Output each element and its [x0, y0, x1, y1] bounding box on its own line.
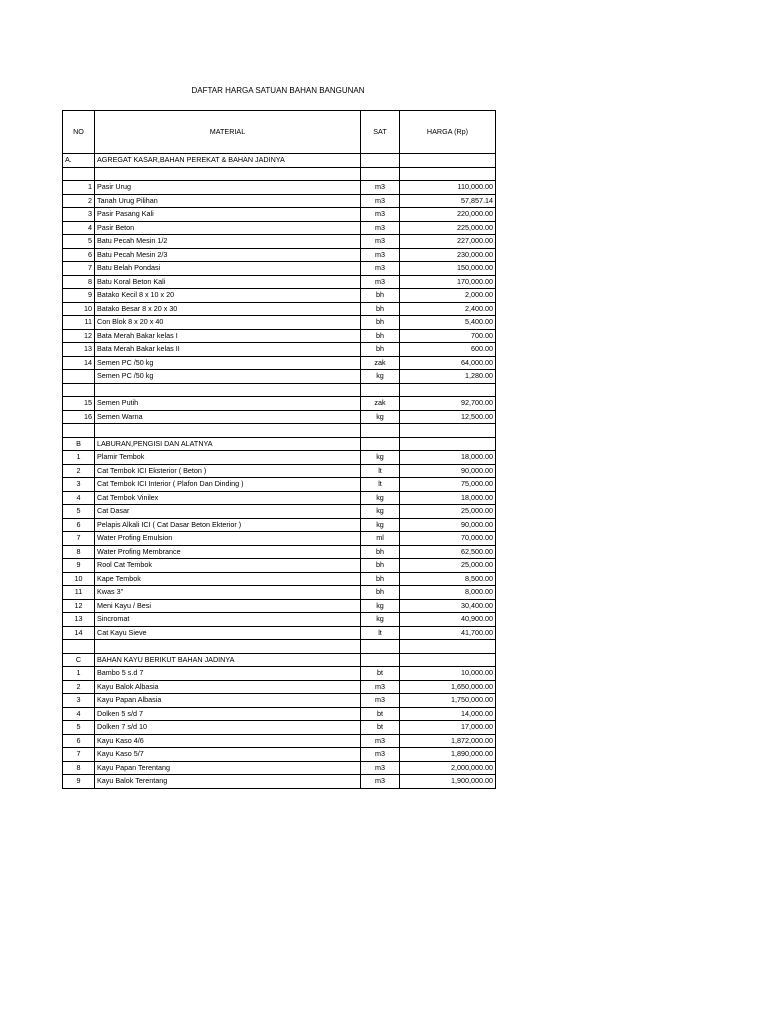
cell-sat: kg [361, 410, 400, 424]
cell-no: 3 [63, 478, 95, 492]
table-row [63, 572, 496, 586]
cell-no: 11 [63, 586, 95, 600]
cell-sat: kg [361, 451, 400, 465]
table-row [63, 194, 496, 208]
cell-material: Water Profing Membrance [95, 545, 361, 559]
cell-sat: m3 [361, 221, 400, 235]
cell-harga: 700.00 [400, 329, 496, 343]
cell-harga: 170,000.00 [400, 275, 496, 289]
cell-sat: bh [361, 316, 400, 330]
cell-no: 7 [63, 748, 95, 762]
cell-sat: bt [361, 707, 400, 721]
cell-harga: 92,700.00 [400, 397, 496, 411]
cell-sat: bh [361, 572, 400, 586]
cell-sat: kg [361, 491, 400, 505]
cell-material: Cat Kayu Sieve [95, 626, 361, 640]
cell-sat: m3 [361, 748, 400, 762]
cell-sat: m3 [361, 181, 400, 195]
cell-harga: 1,900,000.00 [400, 775, 496, 789]
cell-harga [400, 437, 496, 451]
column-header-harga: HARGA (Rp) [400, 111, 496, 154]
cell-no: 12 [63, 599, 95, 613]
cell-harga: 17,000.00 [400, 721, 496, 735]
table-row [63, 208, 496, 222]
table-row [63, 451, 496, 465]
cell-no: B [63, 437, 95, 451]
cell-material: Cat Tembok ICI Eksterior ( Beton ) [95, 464, 361, 478]
cell-no: 9 [63, 775, 95, 789]
cell-material: Kayu Kaso 5/7 [95, 748, 361, 762]
cell-sat: m3 [361, 694, 400, 708]
cell-material: Batako Besar 8 x 20 x 30 [95, 302, 361, 316]
cell-harga: 1,750,000.00 [400, 694, 496, 708]
cell-no: 9 [63, 289, 95, 303]
cell-no: A. [63, 154, 95, 168]
cell-harga: 227,000.00 [400, 235, 496, 249]
table-row [63, 775, 496, 789]
cell-material: Meni Kayu / Besi [95, 599, 361, 613]
cell-sat: m3 [361, 680, 400, 694]
cell-no: 12 [63, 329, 95, 343]
cell-sat: kg [361, 518, 400, 532]
cell-material: BAHAN KAYU BERIKUT BAHAN JADINYA [95, 653, 361, 667]
column-header-no: NO [63, 111, 95, 154]
cell-no: 4 [63, 491, 95, 505]
cell-harga: 18,000.00 [400, 451, 496, 465]
cell-material: Pasir Pasang Kali [95, 208, 361, 222]
cell-no: 6 [63, 248, 95, 262]
blank-row [63, 424, 496, 438]
cell-sat [361, 424, 400, 438]
cell-sat: kg [361, 599, 400, 613]
cell-material [95, 383, 361, 397]
cell-harga: 600.00 [400, 343, 496, 357]
cell-no: 16 [63, 410, 95, 424]
cell-material: Dolken 5 s/d 7 [95, 707, 361, 721]
cell-sat: ml [361, 532, 400, 546]
blank-row [63, 383, 496, 397]
cell-sat: m3 [361, 248, 400, 262]
cell-material: Pasir Urug [95, 181, 361, 195]
table-row [63, 626, 496, 640]
cell-no: 5 [63, 235, 95, 249]
cell-material: Bata Merah Bakar kelas I [95, 329, 361, 343]
cell-no: 6 [63, 518, 95, 532]
table-row [63, 761, 496, 775]
cell-material: Plamir Tembok [95, 451, 361, 465]
cell-sat: lt [361, 464, 400, 478]
cell-material: LABURAN,PENGISI DAN ALATNYA [95, 437, 361, 451]
cell-no: 1 [63, 181, 95, 195]
cell-no: 8 [63, 275, 95, 289]
cell-harga: 2,400.00 [400, 302, 496, 316]
table-row [63, 559, 496, 573]
table-row [63, 329, 496, 343]
table-row [63, 491, 496, 505]
cell-harga: 8,000.00 [400, 586, 496, 600]
table-row [63, 518, 496, 532]
cell-no: 8 [63, 545, 95, 559]
cell-sat: bt [361, 667, 400, 681]
cell-harga: 1,280.00 [400, 370, 496, 384]
cell-material: Batako Kecil 8 x 10 x 20 [95, 289, 361, 303]
table-row [63, 748, 496, 762]
table-row [63, 694, 496, 708]
cell-no: 13 [63, 613, 95, 627]
cell-harga: 90,000.00 [400, 464, 496, 478]
cell-no: 14 [63, 626, 95, 640]
cell-no [63, 424, 95, 438]
cell-sat: kg [361, 370, 400, 384]
cell-no: 2 [63, 680, 95, 694]
cell-material: Water Profing Emulsion [95, 532, 361, 546]
table-row [63, 302, 496, 316]
cell-sat: bh [361, 289, 400, 303]
cell-harga: 1,650,000.00 [400, 680, 496, 694]
cell-harga [400, 154, 496, 168]
cell-sat [361, 167, 400, 181]
cell-material: Batu Pecah Mesin 1/2 [95, 235, 361, 249]
table-row [63, 370, 496, 384]
cell-sat: bt [361, 721, 400, 735]
cell-no [63, 640, 95, 654]
cell-no: 15 [63, 397, 95, 411]
table-row [63, 599, 496, 613]
cell-sat: bh [361, 329, 400, 343]
cell-sat: bh [361, 586, 400, 600]
cell-material: Dolken 7 s/d 10 [95, 721, 361, 735]
cell-harga: 2,000.00 [400, 289, 496, 303]
cell-harga: 30,400.00 [400, 599, 496, 613]
cell-no [63, 383, 95, 397]
cell-no: 14 [63, 356, 95, 370]
table-header-row [63, 111, 496, 154]
cell-no: 2 [63, 464, 95, 478]
cell-sat: m3 [361, 208, 400, 222]
cell-material: Batu Pecah Mesin 2/3 [95, 248, 361, 262]
cell-harga: 70,000.00 [400, 532, 496, 546]
table-row [63, 532, 496, 546]
table-row [63, 221, 496, 235]
table-row [63, 505, 496, 519]
blank-row [63, 640, 496, 654]
cell-no: 10 [63, 302, 95, 316]
cell-no: 8 [63, 761, 95, 775]
cell-no: C [63, 653, 95, 667]
table-row [63, 680, 496, 694]
table-row [63, 613, 496, 627]
cell-material: Cat Tembok Vinilex [95, 491, 361, 505]
cell-no [63, 167, 95, 181]
table-row [63, 586, 496, 600]
column-header-material: MATERIAL [95, 111, 361, 154]
cell-no: 5 [63, 505, 95, 519]
cell-material: Cat Dasar [95, 505, 361, 519]
cell-no: 4 [63, 221, 95, 235]
table-row [63, 734, 496, 748]
table-row [63, 235, 496, 249]
cell-sat: kg [361, 505, 400, 519]
cell-material [95, 424, 361, 438]
cell-harga: 10,000.00 [400, 667, 496, 681]
cell-harga [400, 167, 496, 181]
cell-material [95, 640, 361, 654]
cell-sat: m3 [361, 262, 400, 276]
cell-sat: zak [361, 356, 400, 370]
cell-harga: 220,000.00 [400, 208, 496, 222]
cell-no: 10 [63, 572, 95, 586]
cell-harga: 230,000.00 [400, 248, 496, 262]
cell-material [95, 167, 361, 181]
cell-sat: m3 [361, 194, 400, 208]
section-row [63, 437, 496, 451]
cell-material: Cat Tembok ICI Interior ( Plafon Dan Dinding ) [95, 478, 361, 492]
cell-harga: 225,000.00 [400, 221, 496, 235]
cell-no: 9 [63, 559, 95, 573]
table-row [63, 545, 496, 559]
cell-material: Kayu Balok Terentang [95, 775, 361, 789]
cell-harga: 25,000.00 [400, 559, 496, 573]
cell-sat: m3 [361, 761, 400, 775]
cell-harga: 12,500.00 [400, 410, 496, 424]
cell-harga [400, 383, 496, 397]
cell-harga [400, 653, 496, 667]
cell-material: Semen Warna [95, 410, 361, 424]
cell-no: 4 [63, 707, 95, 721]
cell-material: Kwas 3" [95, 586, 361, 600]
section-row [63, 154, 496, 168]
cell-no: 7 [63, 262, 95, 276]
cell-material: Kape Tembok [95, 572, 361, 586]
table-row [63, 316, 496, 330]
cell-material: Sincromat [95, 613, 361, 627]
table-row [63, 410, 496, 424]
cell-sat: lt [361, 626, 400, 640]
cell-sat: m3 [361, 275, 400, 289]
cell-harga: 14,000.00 [400, 707, 496, 721]
cell-harga: 2,000,000.00 [400, 761, 496, 775]
table-row [63, 707, 496, 721]
cell-material: Bata Merah Bakar kelas II [95, 343, 361, 357]
cell-harga: 40,900.00 [400, 613, 496, 627]
table-row [63, 262, 496, 276]
cell-harga: 8,500.00 [400, 572, 496, 586]
cell-material: Bambo 5 s.d 7 [95, 667, 361, 681]
cell-material: Pelapis Alkali ICI ( Cat Dasar Beton Ekterior ) [95, 518, 361, 532]
table-row [63, 721, 496, 735]
cell-material: Tanah Urug Pilihan [95, 194, 361, 208]
cell-material: Kayu Kaso 4/6 [95, 734, 361, 748]
cell-material: Pasir Beton [95, 221, 361, 235]
cell-sat: zak [361, 397, 400, 411]
cell-material: Kayu Balok Albasia [95, 680, 361, 694]
cell-no: 3 [63, 694, 95, 708]
cell-harga [400, 640, 496, 654]
cell-sat: lt [361, 478, 400, 492]
cell-sat [361, 383, 400, 397]
cell-material: Semen Putih [95, 397, 361, 411]
cell-harga: 64,000.00 [400, 356, 496, 370]
cell-harga: 41,700.00 [400, 626, 496, 640]
cell-sat: bh [361, 559, 400, 573]
table-row [63, 356, 496, 370]
cell-material: Kayu Papan Terentang [95, 761, 361, 775]
cell-sat [361, 154, 400, 168]
cell-harga: 110,000.00 [400, 181, 496, 195]
cell-material: Rool Cat Tembok [95, 559, 361, 573]
table-row [63, 181, 496, 195]
cell-sat [361, 640, 400, 654]
cell-material: Batu Koral Beton Kali [95, 275, 361, 289]
price-table [62, 110, 496, 789]
cell-no: 11 [63, 316, 95, 330]
cell-sat: m3 [361, 235, 400, 249]
cell-sat [361, 437, 400, 451]
cell-sat [361, 653, 400, 667]
cell-sat: m3 [361, 734, 400, 748]
table-row [63, 464, 496, 478]
cell-material: Kayu Papan Albasia [95, 694, 361, 708]
cell-material: Con Blok 8 x 20 x 40 [95, 316, 361, 330]
cell-harga: 25,000.00 [400, 505, 496, 519]
cell-no: 1 [63, 451, 95, 465]
table-row [63, 478, 496, 492]
table-row [63, 667, 496, 681]
cell-harga: 75,000.00 [400, 478, 496, 492]
page-title: DAFTAR HARGA SATUAN BAHAN BANGUNAN [191, 86, 365, 95]
cell-no [63, 370, 95, 384]
cell-harga: 62,500.00 [400, 545, 496, 559]
cell-no: 3 [63, 208, 95, 222]
cell-harga: 57,857.14 [400, 194, 496, 208]
cell-no: 6 [63, 734, 95, 748]
cell-material: Batu Belah Pondasi [95, 262, 361, 276]
cell-harga: 150,000.00 [400, 262, 496, 276]
cell-harga: 5,400.00 [400, 316, 496, 330]
cell-material: AGREGAT KASAR,BAHAN PEREKAT & BAHAN JADINYA [95, 154, 361, 168]
cell-sat: bh [361, 302, 400, 316]
table-row [63, 275, 496, 289]
cell-harga: 90,000.00 [400, 518, 496, 532]
cell-sat: bh [361, 343, 400, 357]
cell-sat: m3 [361, 775, 400, 789]
blank-row [63, 167, 496, 181]
column-header-sat: SAT [361, 111, 400, 154]
table-row [63, 343, 496, 357]
table-row [63, 289, 496, 303]
cell-material: Semen PC /50 kg [95, 356, 361, 370]
table-row [63, 248, 496, 262]
cell-harga: 18,000.00 [400, 491, 496, 505]
cell-sat: bh [361, 545, 400, 559]
section-row [63, 653, 496, 667]
table-row [63, 397, 496, 411]
cell-harga [400, 424, 496, 438]
cell-harga: 1,872,000.00 [400, 734, 496, 748]
cell-harga: 1,890,000.00 [400, 748, 496, 762]
cell-no: 2 [63, 194, 95, 208]
cell-material: Semen PC /50 kg [95, 370, 361, 384]
cell-no: 7 [63, 532, 95, 546]
cell-no: 5 [63, 721, 95, 735]
cell-sat: kg [361, 613, 400, 627]
cell-no: 13 [63, 343, 95, 357]
cell-no: 1 [63, 667, 95, 681]
